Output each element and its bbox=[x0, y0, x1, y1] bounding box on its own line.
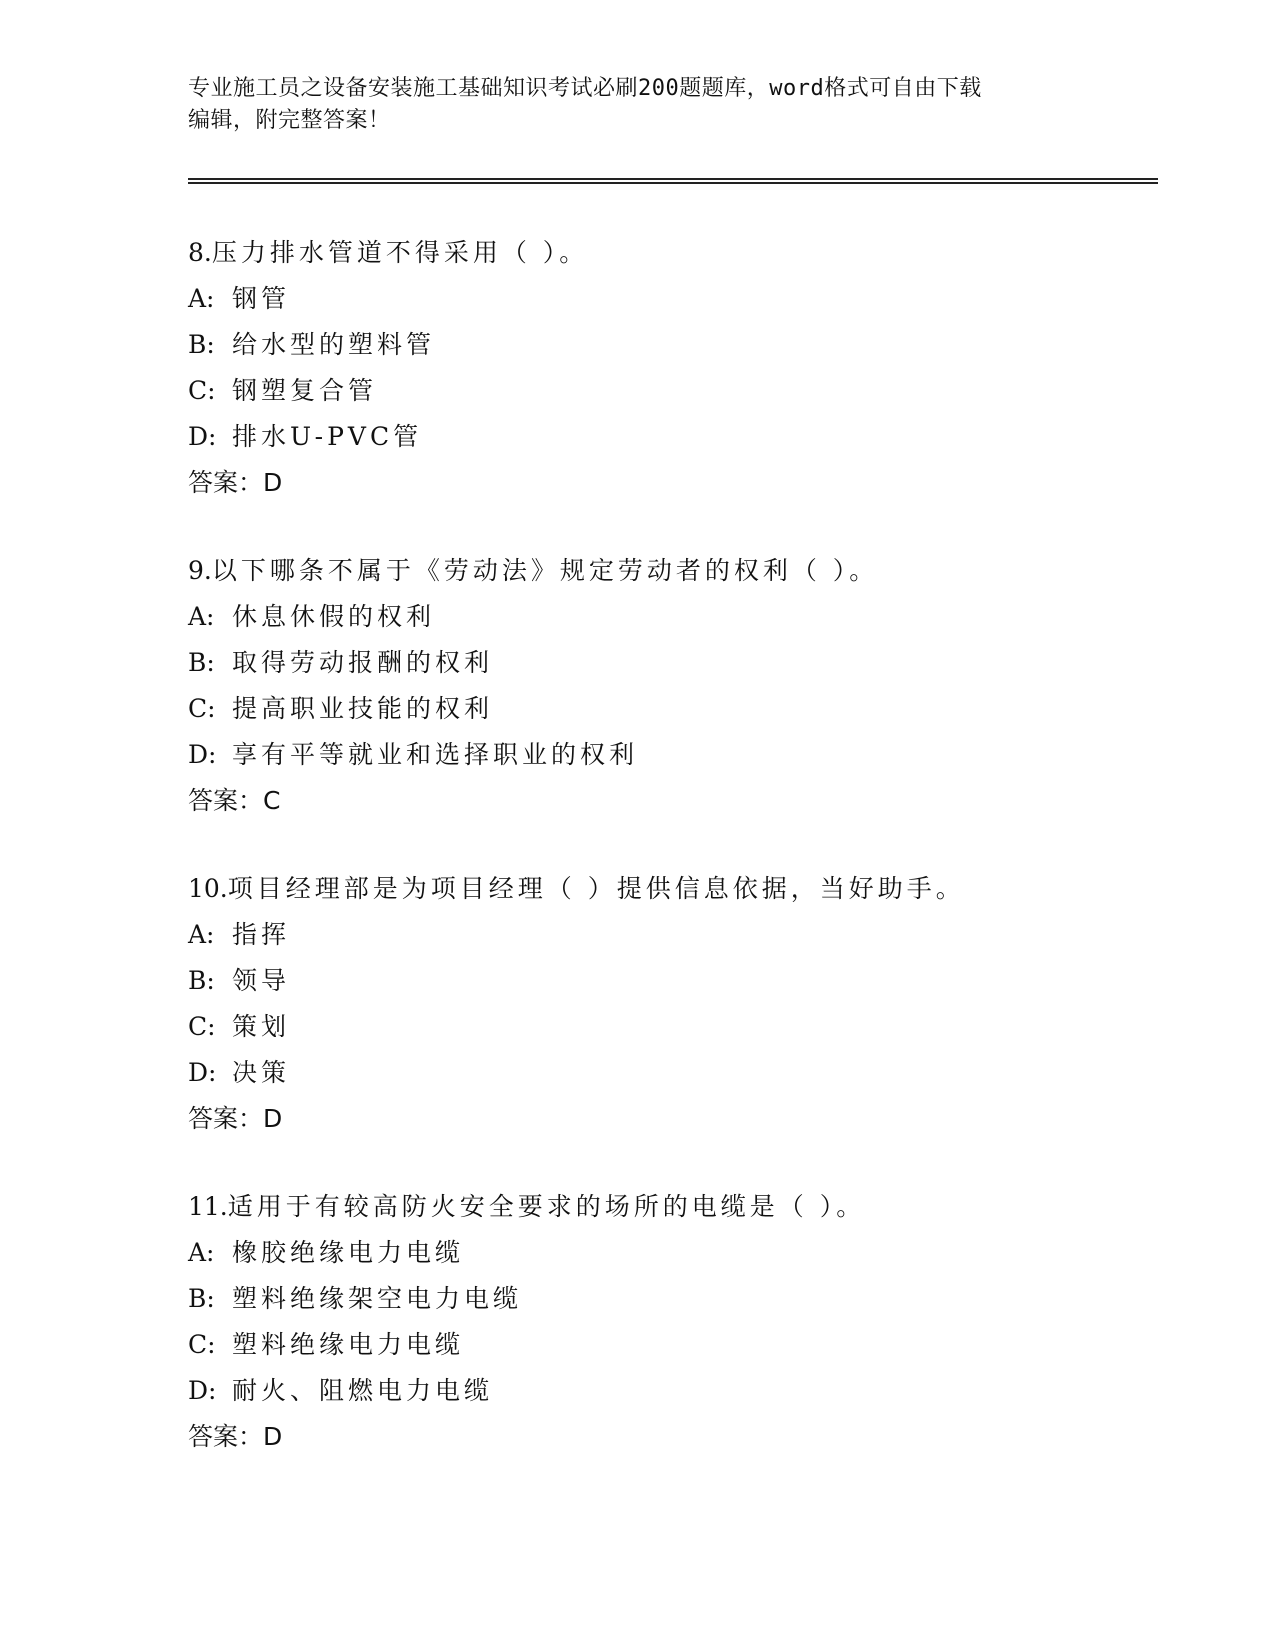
question-block bbox=[188, 866, 1148, 1142]
option-letter: B: bbox=[188, 966, 215, 995]
option-letter: A: bbox=[188, 602, 215, 631]
option-d bbox=[188, 414, 1148, 460]
option-letter: D: bbox=[188, 422, 217, 451]
question-block bbox=[188, 1184, 1148, 1460]
option-c bbox=[188, 1004, 1148, 1050]
question-block bbox=[188, 548, 1148, 824]
option-b bbox=[188, 958, 1148, 1004]
header-line-1: 专业施工员之设备安装施工基础知识考试必刷200题题库，word格式可自由下载 bbox=[188, 76, 982, 101]
option-c bbox=[188, 686, 1148, 732]
option-letter: A: bbox=[188, 920, 215, 949]
option-a bbox=[188, 1230, 1148, 1276]
option-a bbox=[188, 912, 1148, 958]
option-letter: C: bbox=[188, 1330, 216, 1359]
option-text: 指挥 bbox=[232, 920, 291, 949]
option-letter: C: bbox=[188, 1012, 216, 1041]
option-letter: D: bbox=[188, 1058, 217, 1087]
answer-line: 答案：D bbox=[188, 1422, 283, 1451]
option-b bbox=[188, 640, 1148, 686]
question-stem bbox=[188, 548, 1148, 594]
header-divider-second bbox=[188, 182, 1158, 184]
option-d bbox=[188, 1050, 1148, 1096]
question-number: 11. bbox=[188, 1192, 228, 1221]
option-letter: C: bbox=[188, 376, 216, 405]
question-text: 压力排水管道不得采用（ ）。 bbox=[211, 238, 589, 267]
option-letter: D: bbox=[188, 740, 217, 769]
question-text: 适用于有较高防火安全要求的场所的电缆是（ ）。 bbox=[227, 1192, 866, 1221]
option-letter: B: bbox=[188, 330, 215, 359]
option-letter: B: bbox=[188, 648, 215, 677]
answer-line: 答案：D bbox=[188, 1104, 283, 1133]
option-text: 决策 bbox=[232, 1058, 291, 1087]
option-b bbox=[188, 322, 1148, 368]
option-text: 休息休假的权利 bbox=[232, 602, 436, 631]
option-a bbox=[188, 276, 1148, 322]
option-text: 提高职业技能的权利 bbox=[232, 694, 494, 723]
option-c bbox=[188, 1322, 1148, 1368]
option-d bbox=[188, 1368, 1148, 1414]
question-text: 项目经理部是为项目经理（ ）提供信息依据，当好助手。 bbox=[227, 874, 965, 903]
option-d bbox=[188, 732, 1148, 778]
option-a bbox=[188, 594, 1148, 640]
option-text: 钢塑复合管 bbox=[232, 376, 378, 405]
option-text: 耐火、阻燃电力电缆 bbox=[232, 1376, 494, 1405]
answer-line: 答案：D bbox=[188, 468, 283, 497]
answer-line: 答案：C bbox=[188, 786, 281, 815]
option-letter: C: bbox=[188, 694, 216, 723]
question-number: 9. bbox=[188, 556, 212, 585]
option-text: 策划 bbox=[232, 1012, 291, 1041]
header-divider bbox=[188, 178, 1158, 180]
option-text: 塑料绝缘架空电力电缆 bbox=[232, 1284, 523, 1313]
option-text: 排水U-PVC管 bbox=[232, 422, 423, 451]
document-header bbox=[188, 73, 1088, 137]
option-b bbox=[188, 1276, 1148, 1322]
question-stem bbox=[188, 866, 1148, 912]
option-text: 领导 bbox=[232, 966, 291, 995]
option-text: 钢管 bbox=[232, 284, 291, 313]
question-stem bbox=[188, 1184, 1148, 1230]
option-c bbox=[188, 368, 1148, 414]
question-text: 以下哪条不属于《劳动法》规定劳动者的权利（ ）。 bbox=[211, 556, 879, 585]
option-text: 取得劳动报酬的权利 bbox=[232, 648, 494, 677]
question-number: 10. bbox=[188, 874, 228, 903]
question-block bbox=[188, 230, 1148, 506]
option-letter: D: bbox=[188, 1376, 217, 1405]
question-stem bbox=[188, 230, 1148, 276]
header-line-2: 编辑，附完整答案！ bbox=[188, 108, 391, 133]
option-letter: A: bbox=[188, 284, 215, 313]
option-text: 给水型的塑料管 bbox=[232, 330, 436, 359]
option-text: 橡胶绝缘电力电缆 bbox=[232, 1238, 465, 1267]
option-text: 享有平等就业和选择职业的权利 bbox=[232, 740, 639, 769]
option-letter: A: bbox=[188, 1238, 215, 1267]
option-text: 塑料绝缘电力电缆 bbox=[232, 1330, 465, 1359]
question-number: 8. bbox=[188, 238, 212, 267]
option-letter: B: bbox=[188, 1284, 215, 1313]
